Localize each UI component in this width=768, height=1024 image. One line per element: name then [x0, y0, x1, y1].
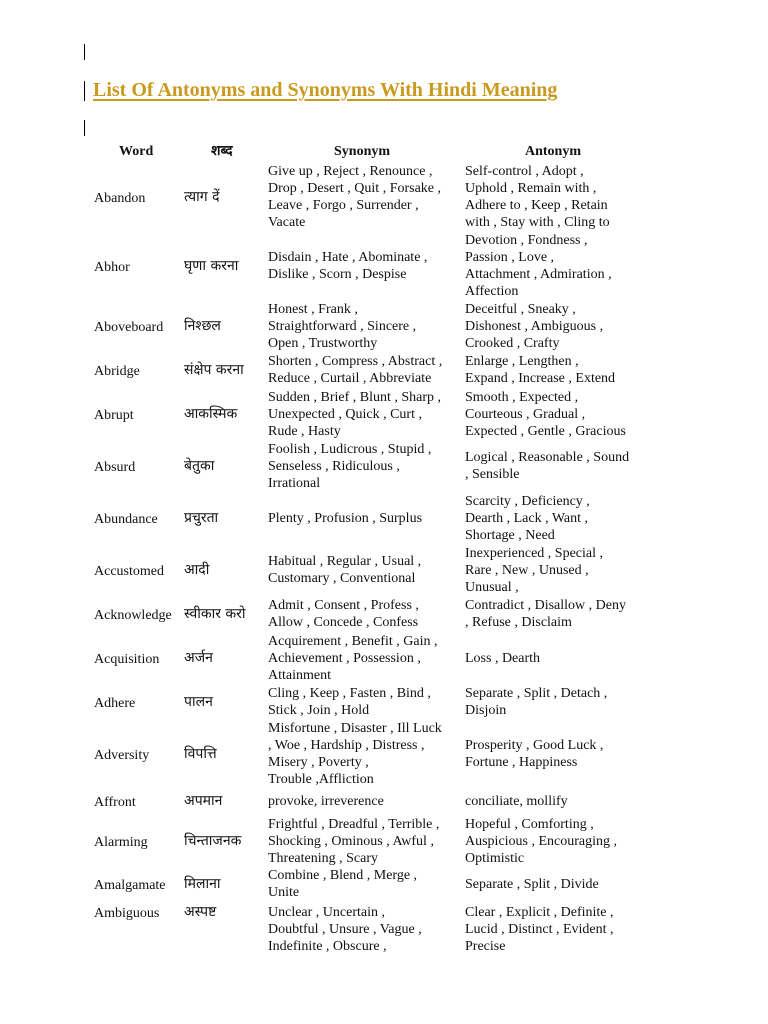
header-synonym: Synonym	[334, 144, 391, 159]
antonym-line: Precise	[465, 939, 506, 954]
word-cell: Acknowledge	[94, 608, 172, 623]
word-cell: Affront	[94, 795, 136, 810]
antonym-line: Courteous , Gradual ,	[465, 406, 586, 422]
antonym-line: Uphold , Remain with ,	[465, 181, 597, 196]
word-cell: Absurd	[94, 460, 136, 475]
synonym-line: Open , Trustworthy	[268, 335, 378, 351]
document-title: List Of Antonyms and Synonyms With Hindi Meaning	[93, 79, 558, 101]
antonym-line: Contradict , Disallow , Deny	[465, 598, 626, 613]
hindi-cell: चिन्ताजनक	[184, 833, 242, 849]
antonym-line: Crooked , Crafty	[465, 335, 560, 351]
synonym-line: Rude , Hasty	[268, 423, 341, 439]
antonym-line: Separate , Split , Divide	[465, 876, 599, 892]
synonym-line: Admit , Consent , Profess ,	[268, 598, 419, 613]
hindi-cell: संक्षेप करना	[184, 362, 244, 378]
synonym-line: Stick , Join , Hold	[268, 703, 370, 718]
synonym-line: provoke, irreverence	[268, 793, 384, 809]
synonym-line: Disdain , Hate , Abominate ,	[268, 250, 428, 265]
antonym-line: Rare , New , Unused ,	[465, 562, 589, 578]
word-cell: Ambiguous	[94, 906, 160, 921]
hindi-cell: अपमान	[184, 793, 223, 809]
antonym-line: Affection	[465, 284, 519, 299]
word-cell: Alarming	[94, 835, 148, 850]
word-cell: Aboveboard	[94, 320, 164, 335]
word-cell: Abhor	[94, 260, 130, 275]
word-cell: Abandon	[94, 191, 146, 206]
antonym-line: Unusual ,	[465, 579, 519, 595]
word-cell: Abridge	[94, 364, 140, 379]
hindi-cell: घृणा करना	[184, 258, 239, 274]
word-cell: Abundance	[94, 512, 158, 527]
antonym-line: Inexperienced , Special ,	[465, 545, 603, 561]
synonym-line: Frightful , Dreadful , Terrible ,	[268, 816, 440, 832]
synonym-line: Trouble ,Affliction	[268, 772, 374, 787]
synonym-line: Give up , Reject , Renounce ,	[268, 164, 433, 179]
synonym-line: Shorten , Compress , Abstract ,	[268, 354, 443, 369]
antonym-line: Separate , Split , Detach ,	[465, 686, 608, 701]
antonym-line: Deceitful , Sneaky ,	[465, 301, 576, 317]
synonym-line: Unclear , Uncertain ,	[268, 905, 385, 920]
antonym-line: Smooth , Expected ,	[465, 389, 579, 405]
synonym-line: Irrational	[268, 475, 321, 491]
word-cell: Abrupt	[94, 408, 134, 423]
hindi-cell: पालन	[184, 694, 213, 710]
header-hindi: शब्द	[211, 143, 233, 159]
antonym-line: Devotion , Fondness ,	[465, 233, 588, 248]
antonym-line: Enlarge , Lengthen ,	[465, 354, 579, 369]
synonym-line: Honest , Frank ,	[268, 301, 358, 317]
word-cell: Amalgamate	[94, 878, 166, 893]
word-cell: Adhere	[94, 696, 136, 711]
synonym-line: Straightforward , Sincere ,	[268, 318, 417, 334]
synonym-line: Drop , Desert , Quit , Forsake ,	[268, 181, 442, 196]
synonym-line: Misery , Poverty ,	[268, 755, 369, 770]
hindi-cell: आदी	[184, 562, 210, 578]
synonym-line: Allow , Concede , Confess	[268, 615, 419, 630]
antonym-line: Prosperity , Good Luck ,	[465, 738, 604, 753]
synonym-line: Achievement , Possession ,	[268, 650, 421, 666]
hindi-cell: स्वीकार करो	[184, 606, 246, 622]
antonym-line: Scarcity , Deficiency ,	[465, 493, 590, 509]
word-cell: Adversity	[94, 748, 150, 763]
antonym-line: Loss , Dearth	[465, 650, 541, 666]
word-cell: Acquisition	[94, 652, 160, 667]
antonym-line: Clear , Explicit , Definite ,	[465, 905, 614, 920]
synonym-line: Acquirement , Benefit , Gain ,	[268, 633, 438, 649]
antonym-line: , Sensible	[465, 467, 520, 482]
synonym-line: Dislike , Scorn , Despise	[268, 267, 407, 282]
antonym-line: Optimistic	[465, 850, 525, 866]
antonym-line: Auspicious , Encouraging ,	[465, 833, 618, 849]
antonym-line: Expand , Increase , Extend	[465, 371, 616, 386]
header-word: Word	[119, 144, 154, 159]
synonym-line: Threatening , Scary	[268, 850, 379, 866]
antonym-line: Self-control , Adopt ,	[465, 164, 584, 179]
synonym-line: Misfortune , Disaster , Ill Luck	[268, 721, 442, 736]
antonym-line: Dishonest , Ambiguous ,	[465, 318, 604, 334]
antonym-line: with , Stay with , Cling to	[465, 215, 610, 230]
synonym-line: Foolish , Ludicrous , Stupid ,	[268, 441, 432, 457]
antonym-line: Lucid , Distinct , Evident ,	[465, 922, 614, 937]
antonym-line: Fortune , Happiness	[465, 755, 578, 770]
synonym-line: Doubtful , Unsure , Vague ,	[268, 922, 422, 937]
synonym-line: Leave , Forgo , Surrender ,	[268, 198, 419, 213]
hindi-cell: बेतुका	[184, 458, 215, 474]
hindi-cell: निश्छल	[184, 318, 221, 334]
synonym-line: Plenty , Profusion , Surplus	[268, 510, 423, 526]
hindi-cell: विपत्ति	[184, 746, 217, 762]
synonym-line: Senseless , Ridiculous ,	[268, 458, 400, 474]
antonym-line: Logical , Reasonable , Sound	[465, 450, 630, 465]
synonym-line: Habitual , Regular , Usual ,	[268, 554, 422, 569]
antonym-line: Passion , Love ,	[465, 250, 555, 265]
antonym-line: Disjoin	[465, 703, 507, 718]
antonym-line: conciliate, mollify	[465, 793, 568, 809]
synonym-line: Unite	[268, 885, 300, 900]
synonym-line: Sudden , Brief , Blunt , Sharp ,	[268, 389, 442, 405]
synonym-line: Indefinite , Obscure ,	[268, 939, 387, 954]
antonym-line: , Refuse , Disclaim	[465, 615, 572, 630]
hindi-cell: मिलाना	[184, 876, 221, 892]
synonym-line: Customary , Conventional	[268, 571, 416, 586]
synonym-line: Combine , Blend , Merge ,	[268, 868, 418, 883]
hindi-cell: आकस्मिक	[184, 406, 238, 422]
hindi-cell: अर्जन	[184, 650, 213, 666]
synonym-line: Unexpected , Quick , Curt ,	[268, 406, 422, 422]
header-antonym: Antonym	[525, 144, 582, 159]
antonym-line: Shortage , Need	[465, 527, 555, 543]
antonym-line: Hopeful , Comforting ,	[465, 816, 594, 832]
hindi-cell: प्रचुरता	[184, 510, 219, 526]
synonym-line: Reduce , Curtail , Abbreviate	[268, 371, 432, 386]
synonym-line: Vacate	[268, 215, 306, 230]
antonym-line: Adhere to , Keep , Retain	[465, 198, 608, 213]
synonym-line: Shocking , Ominous , Awful ,	[268, 833, 434, 849]
synonym-line: Cling , Keep , Fasten , Bind ,	[268, 686, 431, 701]
antonym-line: Dearth , Lack , Want ,	[465, 510, 589, 526]
antonym-line: Attachment , Admiration ,	[465, 267, 612, 282]
synonym-line: Attainment	[268, 667, 331, 683]
hindi-cell: अस्पष्ट	[184, 904, 217, 920]
antonym-line: Expected , Gentle , Gracious	[465, 423, 626, 439]
synonym-line: , Woe , Hardship , Distress ,	[268, 738, 425, 753]
hindi-cell: त्याग दें	[184, 189, 220, 205]
word-cell: Accustomed	[94, 564, 164, 579]
